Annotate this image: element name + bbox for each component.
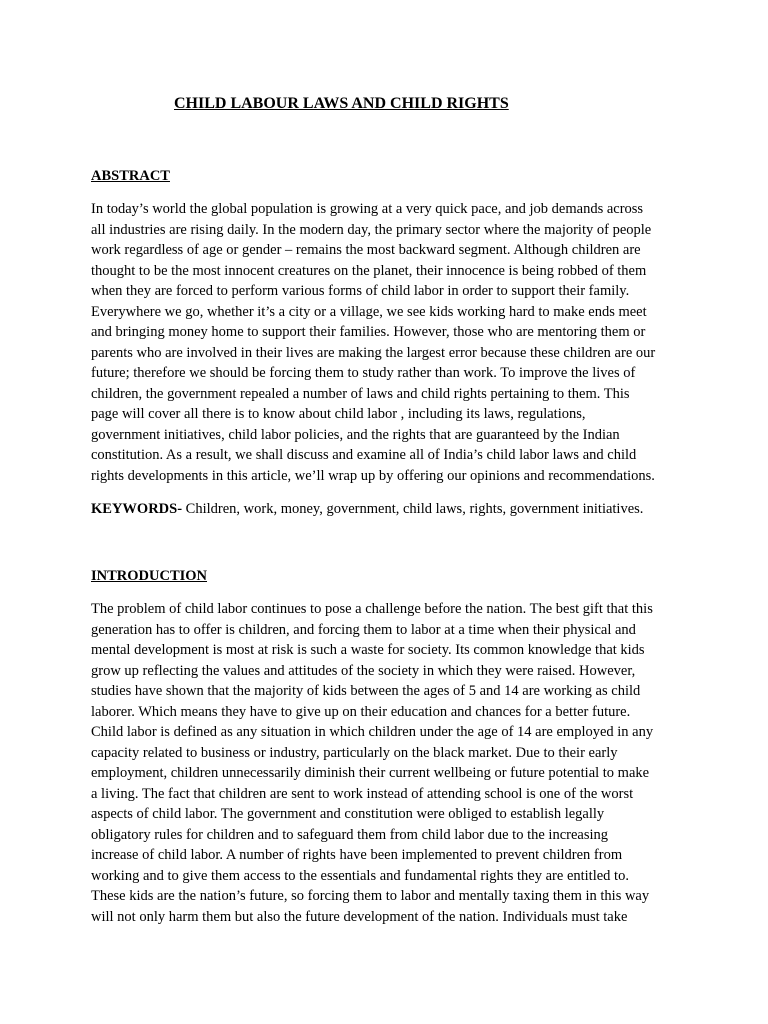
introduction-line: aspects of child labor. The government and constitution were obliged to establish legally <box>91 806 605 822</box>
introduction-line: mental development is most at risk is such a waste for society. Its common knowledge that kids <box>91 642 645 658</box>
introduction-line: working and to give them access to the essentials and fundamental rights they are entitled to. <box>91 867 629 884</box>
introduction-line: Child labor is defined as any situation in which children under the age of 14 are employed in any <box>91 724 654 740</box>
abstract-line: future; therefore we should be forcing them to study rather than work. To improve the lives of <box>91 365 636 381</box>
introduction-paragraph <box>91 599 681 927</box>
abstract-line: rights developments in this article, we’ll wrap up by offering our opinions and recommendations. <box>91 467 655 484</box>
abstract-line: government initiatives, child labor policies, and the rights that are guaranteed by the Indian <box>91 426 620 443</box>
abstract-line: children, the government repealed a number of laws and child rights pertaining to them. This <box>91 385 630 402</box>
introduction-line: will not only harm them but also the future development of the nation. Individuals must take <box>91 908 628 925</box>
introduction-line: The problem of child labor continues to pose a challenge before the nation. The best gift that this <box>91 601 653 617</box>
introduction-line: laborer. Which means they have to give up on their education and chances for a better future. <box>91 703 631 720</box>
abstract-line: Everywhere we go, whether it’s a city or a village, we see kids working hard to make ends meet <box>91 303 647 320</box>
introduction-line: These kids are the nation’s future, so forcing them to labor and mentally taxing them in this way <box>91 888 650 904</box>
abstract-line: thought to be the most innocent creatures on the planet, their innocence is being robbed of them <box>91 262 647 279</box>
abstract-line: work regardless of age or gender – remains the most backward segment. Although children are <box>91 242 641 258</box>
introduction-line: generation has to offer is children, and forcing them to labor at a time when their physical and <box>91 621 636 638</box>
introduction-line: studies have shown that the majority of kids between the ages of 5 and 14 are working as child <box>91 683 641 699</box>
introduction-line: a living. The fact that children are sent to work instead of attending school is one of the worst <box>91 785 634 802</box>
abstract-line: parents who are involved in their lives are making the largest error because these children are our <box>91 344 656 361</box>
abstract-line: when they are forced to perform various forms of child labor in order to support their family. <box>91 283 630 299</box>
abstract-line: all industries are rising daily. In the modern day, the primary sector where the majority of people <box>91 221 652 238</box>
introduction-line: obligatory rules for children and to safeguard them from child labor due to the increasing <box>91 826 609 843</box>
abstract-line: constitution. As a result, we shall discuss and examine all of India’s child labor laws and child <box>91 447 637 463</box>
introduction-heading: INTRODUCTION <box>91 568 208 584</box>
introduction-line: capacity related to business or industry, particularly on the black market. Due to their early <box>91 744 618 761</box>
introduction-line: employment, children unnecessarily diminish their current wellbeing or future potential to make <box>91 765 650 781</box>
document-title: CHILD LABOUR LAWS AND CHILD RIGHTS <box>174 95 509 112</box>
abstract-line: page will cover all there is to know about child labor , including its laws, regulations, <box>91 406 586 422</box>
keywords-text: Children, work, money, government, child laws, rights, government initiatives. <box>182 501 644 517</box>
abstract-paragraph <box>91 199 681 486</box>
abstract-line: In today’s world the global population is growing at a very quick pace, and job demands across <box>91 201 644 217</box>
abstract-line: and bringing money home to support their families. However, those who are mentoring them or <box>91 324 646 340</box>
abstract-heading: ABSTRACT <box>91 168 170 184</box>
introduction-line: increase of child labor. A number of rights have been implemented to prevent children from <box>91 847 623 863</box>
keywords-label: KEYWORDS- <box>91 501 183 517</box>
introduction-line: grow up reflecting the values and attitudes of the society in which they were raised. However, <box>91 662 636 679</box>
keywords-paragraph <box>91 499 681 520</box>
